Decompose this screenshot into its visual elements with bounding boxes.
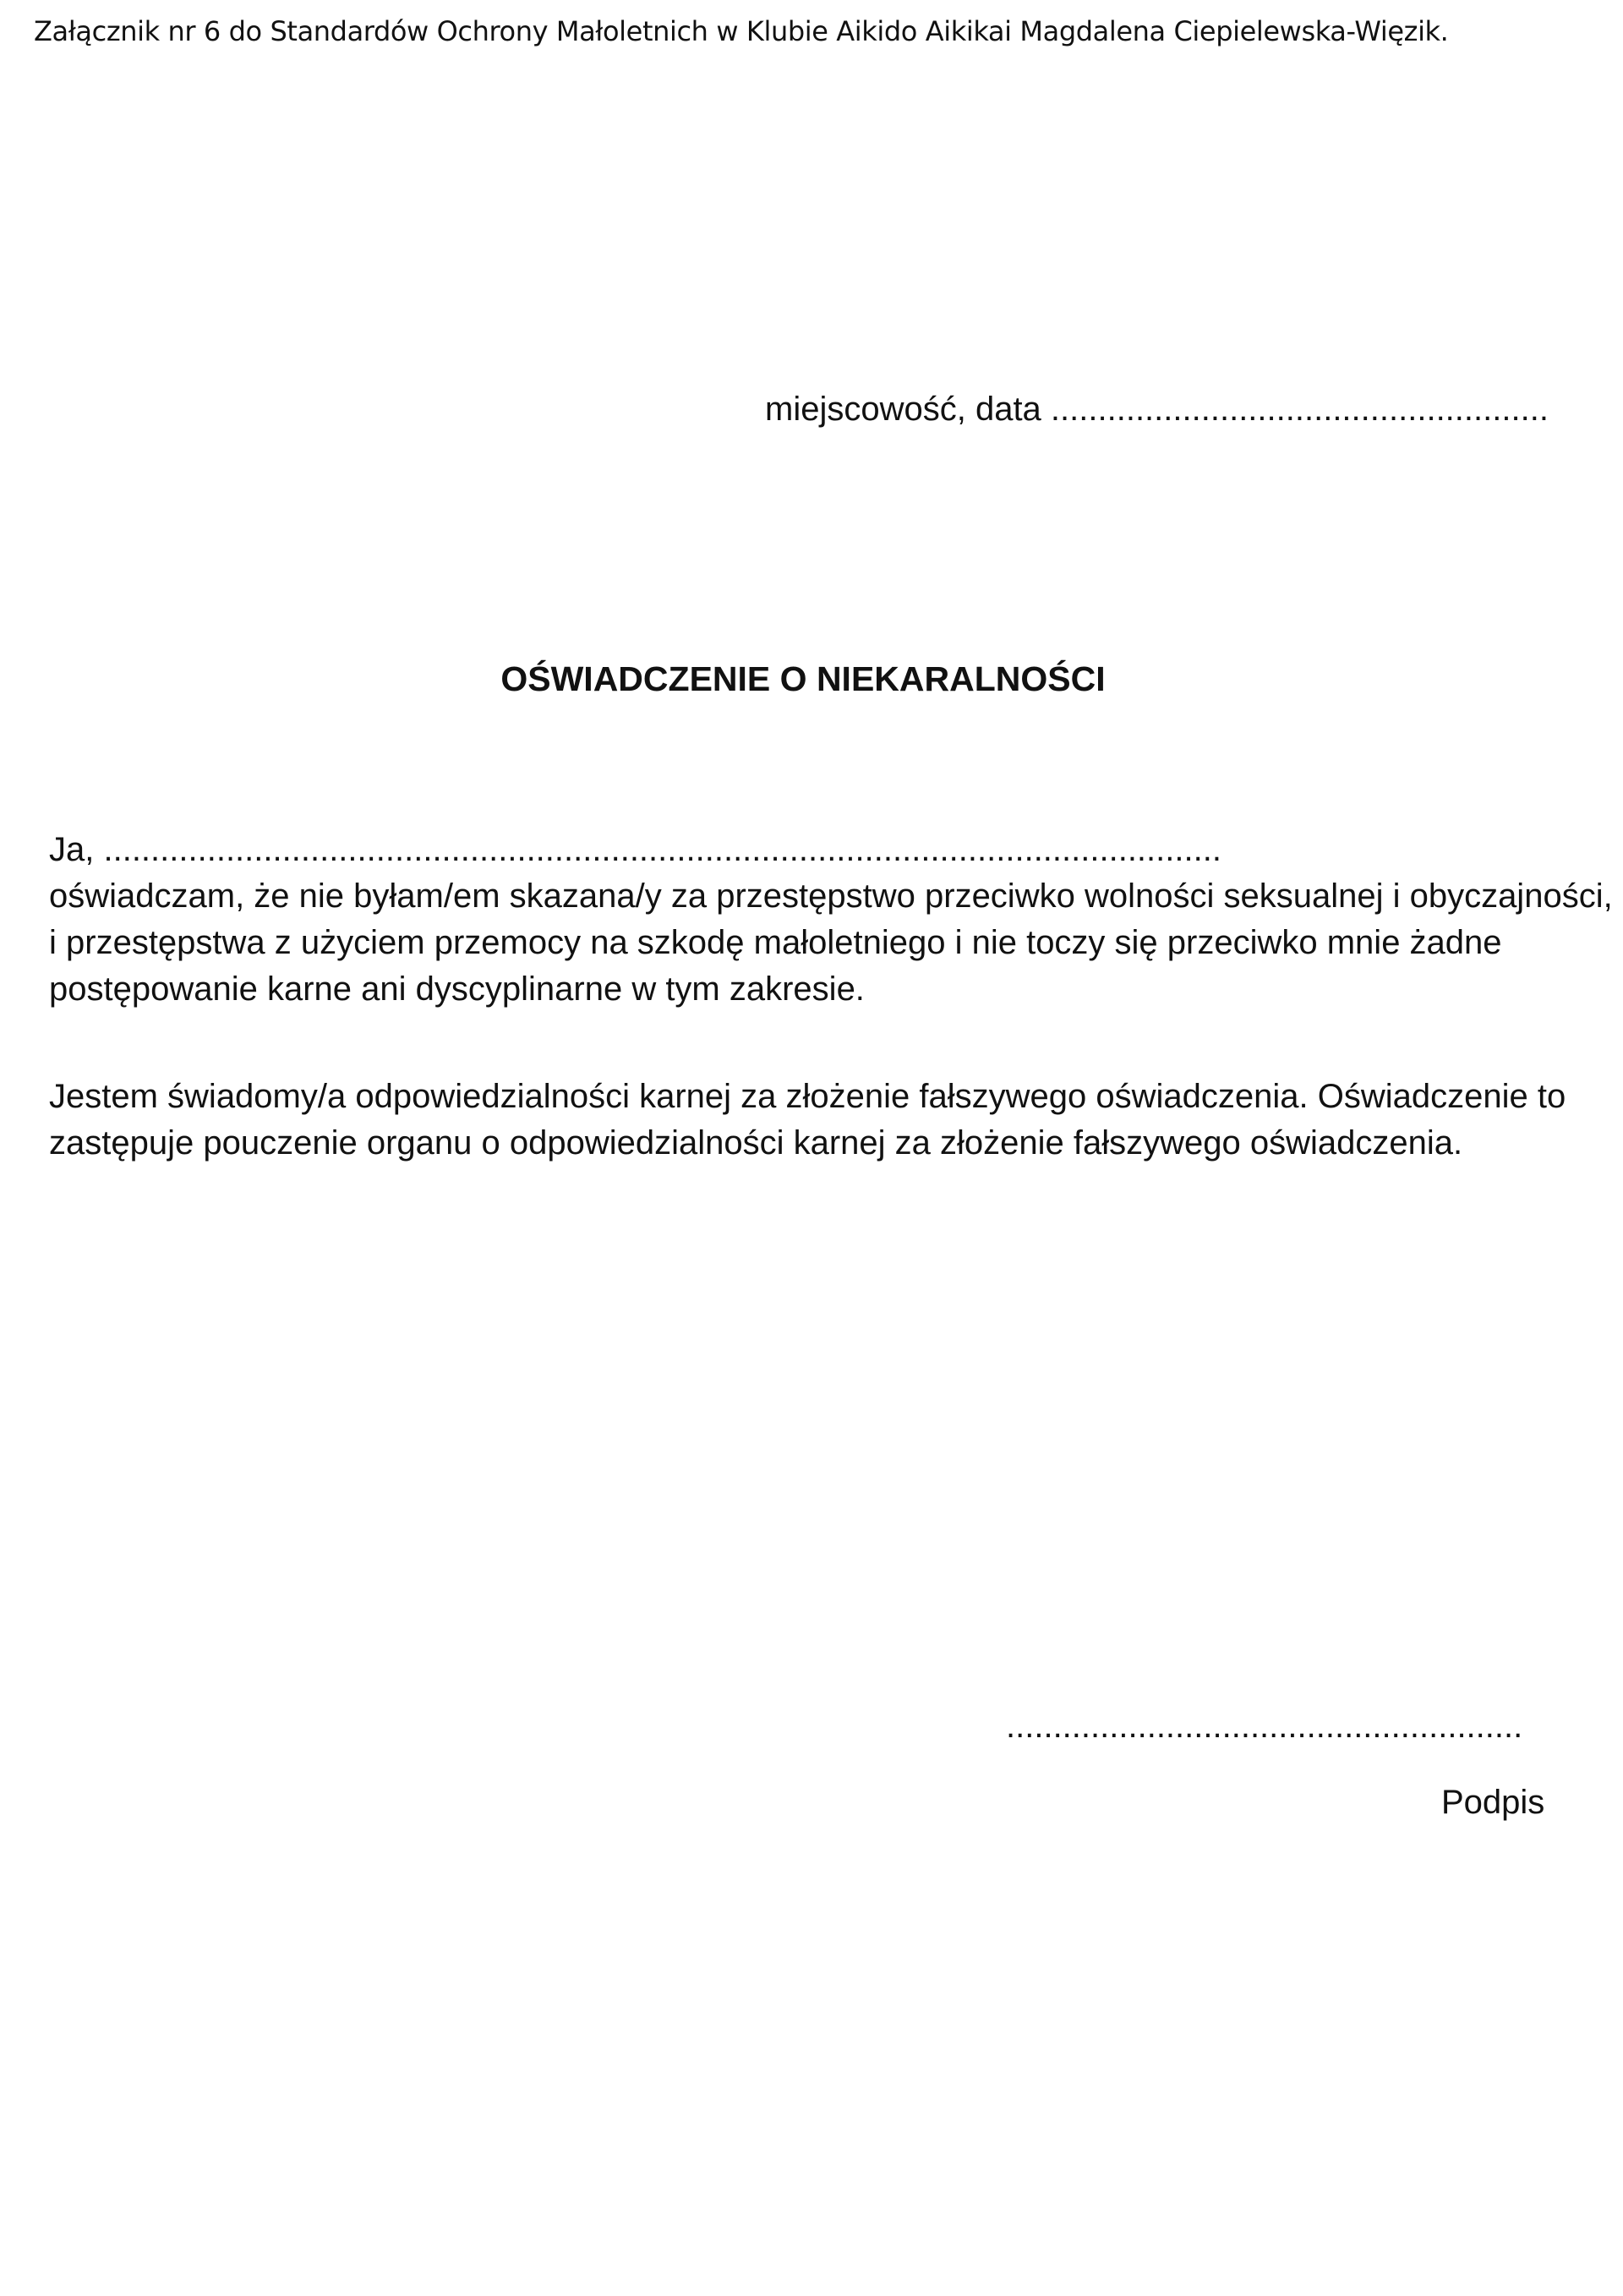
declaration-paragraph (49, 827, 1613, 1013)
declaration-line: postępowanie karne ani dyscyplinarne w tym zakresie. (49, 970, 865, 1008)
declaration-line: oświadczam, że nie byłam/em skazana/y za przestępstwo przeciwko wolności seksualnej i obyczajności, (49, 877, 1613, 915)
signature-blank: ....................................................... (1006, 1708, 1523, 1745)
awareness-paragraph (49, 1074, 1571, 1167)
awareness-line: zastępuje pouczenie organu o odpowiedzialności karnej za złożenie fałszywego oświadczenia. (49, 1124, 1463, 1162)
attachment-note: Załącznik nr 6 do Standardów Ochrony Małoletnich w Klubie Aikido Aikikai Magdalena Ciepielewska-Więzik. (34, 15, 1449, 47)
signature-label: Podpis (1441, 1784, 1545, 1821)
declaration-line: i przestępstwa z użyciem przemocy na szkodę małoletniego i nie toczy się przeciwko mnie żadne (49, 924, 1502, 961)
place-date-blank: ..................................................... (1050, 391, 1549, 428)
awareness-line: Jestem świadomy/a odpowiedzialności karnej za złożenie fałszywego oświadczenia. Oświadczenie to (49, 1078, 1566, 1115)
document-title: OŚWIADCZENIE O NIEKARALNOŚCI (500, 659, 1106, 698)
place-date-field (765, 391, 1549, 429)
place-date-label: miejscowość, data (765, 391, 1041, 428)
declaration-line-name: Ja, ....................................................................................................................... (49, 831, 1221, 868)
